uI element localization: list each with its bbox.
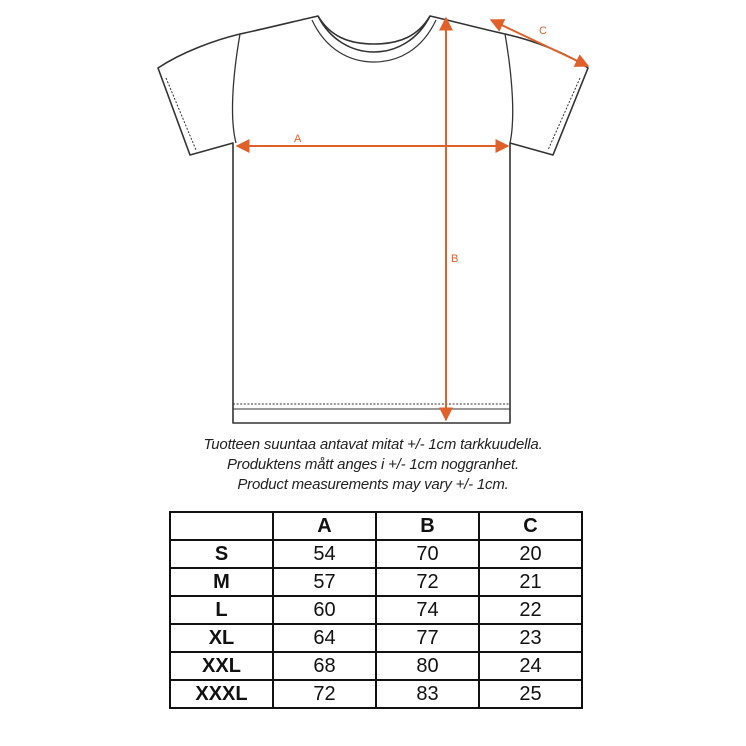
value-a-cell: 72: [273, 680, 376, 708]
note-english: Product measurements may vary +/- 1cm.: [237, 476, 509, 493]
value-a-cell: 60: [273, 596, 376, 624]
value-c-cell: 21: [479, 568, 582, 596]
value-c-cell: 25: [479, 680, 582, 708]
size-cell: M: [170, 568, 273, 596]
value-b-cell: 72: [376, 568, 479, 596]
value-b-cell: 83: [376, 680, 479, 708]
measure-a-label: A: [294, 133, 302, 145]
measure-b-label: B: [451, 253, 459, 265]
header-b-cell: B: [376, 512, 479, 540]
size-cell: XXL: [170, 652, 273, 680]
value-c-cell: 23: [479, 624, 582, 652]
table-row: [170, 624, 582, 652]
value-c-cell: 20: [479, 540, 582, 568]
table-row: [170, 568, 582, 596]
value-a-cell: 54: [273, 540, 376, 568]
header-size-cell: [170, 512, 273, 540]
value-a-cell: 64: [273, 624, 376, 652]
table-row: [170, 652, 582, 680]
note-swedish: Produktens mått anges i +/- 1cm noggranhet.: [227, 456, 519, 473]
value-c-cell: 22: [479, 596, 582, 624]
table-row: [170, 540, 582, 568]
table-header-row: [170, 512, 582, 540]
note-finnish: Tuotteen suuntaa antavat mitat +/- 1cm tarkkuudella.: [203, 436, 543, 453]
measure-c-label: C: [539, 25, 547, 37]
value-a-cell: 57: [273, 568, 376, 596]
value-b-cell: 74: [376, 596, 479, 624]
table-row: [170, 596, 582, 624]
header-c-cell: C: [479, 512, 582, 540]
size-chart-table: [169, 511, 583, 709]
size-cell: L: [170, 596, 273, 624]
tshirt-outline: [158, 16, 588, 423]
size-cell: S: [170, 540, 273, 568]
value-b-cell: 80: [376, 652, 479, 680]
table-row: [170, 680, 582, 708]
size-cell: XL: [170, 624, 273, 652]
value-b-cell: 70: [376, 540, 479, 568]
size-cell: XXXL: [170, 680, 273, 708]
value-b-cell: 77: [376, 624, 479, 652]
header-a-cell: A: [273, 512, 376, 540]
value-c-cell: 24: [479, 652, 582, 680]
value-a-cell: 68: [273, 652, 376, 680]
